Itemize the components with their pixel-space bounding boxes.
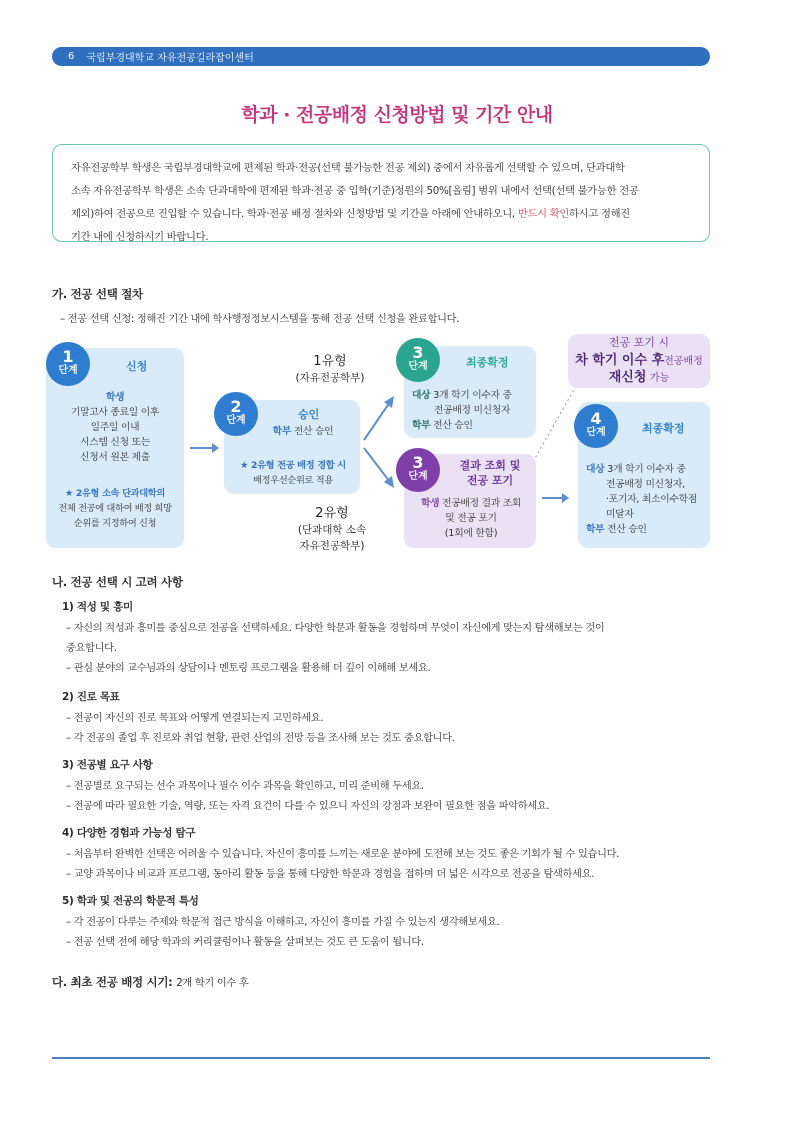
stage-unit: 단계: [58, 365, 78, 376]
stage4-line: 3개 학기 이수자 중: [607, 464, 686, 475]
consideration-title: 4) 다양한 경험과 가능성 탐구: [62, 827, 196, 839]
notice-line: 전공배정: [664, 356, 703, 367]
stage-number: 2: [230, 397, 242, 416]
intro-line: [71, 203, 691, 226]
consideration-line: – 각 전공이 다루는 주제와 학문적 접근 방식을 이해하고, 자신이 흥미를 가질 수 있는지 생각해보세요.: [66, 917, 500, 928]
section-c: [52, 974, 248, 990]
stage1-badge: [46, 342, 90, 386]
stage1-title: 신청: [126, 360, 148, 373]
stage1-line: 시스템 신청 또는: [80, 437, 150, 448]
section-a-desc: – 전공 선택 신청: 정해진 기간 내에 학사행정정보시스템을 통해 전공 선택 신청을 완료합니다.: [60, 314, 460, 325]
stage-unit: 단계: [586, 427, 606, 438]
stage3b-body: [406, 496, 536, 541]
stage2-badge: [214, 392, 258, 436]
consideration-line: – 전공에 따라 필요한 기술, 역량, 또는 자격 요건이 다를 수 있으니 자신의 강점과 보완이 필요한 점을 파악하세요.: [66, 801, 550, 812]
stage4-line: 전산 승인: [607, 524, 647, 535]
section-b-heading: 나. 전공 선택 시 고려 사항: [52, 575, 183, 589]
stage1-line: 신청서 원본 제출: [80, 452, 150, 463]
stage1-note-line: ★ 2유형 소속 단과대학의: [65, 488, 165, 499]
consideration-title: 5) 학과 및 전공의 학문적 특성: [62, 895, 199, 907]
arrow-right-icon: [542, 490, 570, 506]
type1-label: [280, 354, 380, 386]
intro-emphasis: 반드시 확인: [517, 208, 570, 220]
consideration-line: – 교양 과목이나 비교과 프로그램, 동아리 활동 등을 통해 다양한 학문과 경험을 접하며 더 넓은 시각으로 전공을 탐색하세요.: [66, 869, 595, 880]
stage4-line: 전공배정 미신청자,: [606, 479, 685, 490]
stage1-note: [48, 486, 182, 531]
stage3b-label: 학생: [420, 498, 440, 509]
stage3b-title-line: 전공 포기: [466, 474, 514, 487]
consideration-line: – 전공이 자신의 진로 목표와 어떻게 연결되는지 고민하세요.: [66, 713, 324, 724]
stage1-note-line: 순위를 지정하여 신청: [73, 518, 157, 529]
stage1-line: 기말고사 종료일 이후: [70, 407, 160, 418]
stage3a-label: 대상: [412, 390, 431, 401]
intro-text: 하시고 정해진: [569, 208, 630, 220]
consideration-line: – 각 전공의 졸업 후 진로와 취업 현황, 관련 산업의 전망 등을 조사해 보는 것도 중요합니다.: [66, 733, 455, 744]
stage3a-badge: [396, 338, 440, 382]
type1-sub: (자유전공학부): [295, 372, 365, 384]
arrow-right-icon: [190, 440, 220, 456]
stage4-line: ·포기자, 최소이수학점: [606, 494, 697, 505]
stage4-badge: [574, 404, 618, 448]
header-org: 국립부경대학교 자유전공길라잡이센터: [86, 53, 254, 64]
consideration-title: 2) 진로 목표: [62, 691, 120, 703]
stage3b-line: (1회에 한함): [444, 528, 498, 539]
dotted-connector: [530, 384, 580, 464]
notice-line: 전공 포기 시: [608, 336, 670, 349]
stage-unit: 단계: [408, 361, 428, 372]
notice-emphasis: 차 학기 이수 후: [575, 353, 665, 368]
stage3a-line: 3개 학기 이수자 중: [433, 390, 512, 401]
stage3b-badge: [396, 448, 440, 492]
stage1-line: 일주일 이내: [90, 422, 140, 433]
stage-number: 4: [590, 409, 602, 428]
notice-emphasis: 재신청: [608, 370, 647, 385]
consideration-line: – 전공 선택 전에 해당 학과의 커리큘럼이나 활동을 살펴보는 것도 큰 도움이 됩니다.: [66, 937, 424, 948]
stage2-note: [228, 458, 358, 488]
stage4-line: 미달자: [606, 509, 634, 520]
type2-sub: (단과대학 소속: [297, 524, 367, 536]
footer-divider: [52, 1057, 710, 1059]
notice-text: [568, 334, 710, 388]
type1-main: 1유형: [313, 354, 347, 369]
consideration-title: 3) 전공별 요구 사항: [62, 759, 153, 771]
page-header-bar: [52, 47, 710, 66]
stage3b-title: [452, 458, 528, 488]
section-a-heading: 가. 전공 선택 절차: [52, 287, 143, 301]
stage3b-line: 전공배정 결과 조회: [442, 498, 522, 509]
stage3a-line: 전공배정 미신청자: [434, 405, 511, 416]
stage-number: 3: [412, 343, 424, 362]
consideration-title: 1) 적성 및 흥미: [62, 601, 133, 613]
stage2-note-line: ★ 2유형 전공 배정 경합 시: [240, 460, 346, 471]
stage4-title: 최종확정: [642, 422, 685, 435]
stage2-label: 학부: [272, 426, 291, 437]
stage-unit: 단계: [408, 471, 428, 482]
intro-box: [52, 144, 710, 242]
consideration-line: – 전공별로 요구되는 선수 과목이나 필수 이수 과목을 확인하고, 미리 준비해 두세요.: [66, 781, 424, 792]
stage4-body: [582, 462, 710, 537]
stage3b-title-line: 결과 조회 및: [459, 459, 521, 472]
stage3a-label: 학부: [412, 420, 431, 431]
consideration-line: – 자신의 적성과 흥미를 중심으로 전공을 선택하세요. 다양한 학문과 활동을 경험하며 무엇이 자신에게 맞는지 탐색해보는 것이: [66, 623, 605, 634]
stage2-note-line: 배정우선순위로 적용: [253, 475, 333, 486]
stage-number: 3: [412, 453, 424, 472]
branch-arrows-icon: [360, 390, 400, 490]
stage3b-line: 및 전공 포기: [445, 513, 497, 524]
stage2-body: [258, 424, 348, 439]
stage2-text: 전산 승인: [293, 426, 334, 437]
stage1-label: 학생: [105, 392, 125, 403]
stage3a-body: [406, 388, 536, 433]
section-c-heading: 다. 최초 전공 배정 시기:: [52, 975, 173, 989]
stage-unit: 단계: [226, 415, 246, 426]
stage3a-title: 최종확정: [466, 356, 509, 369]
consideration-line: 중요합니다.: [66, 643, 117, 654]
intro-line: 기간 내에 신청하시기 바랍니다.: [71, 231, 209, 243]
stage3a-line: 전산 승인: [433, 420, 473, 431]
intro-text: 제외)하여 전공으로 진입할 수 있습니다. 학과·전공 배정 절차와 신청방법 및 기간을 아래에 안내하오니,: [71, 208, 518, 220]
stage4-label: 학부: [586, 524, 605, 535]
stage-number: 1: [62, 347, 74, 366]
type2-label: [280, 506, 384, 554]
intro-line: 소속 자유전공학부 학생은 소속 단과대학에 편제된 학과·전공 중 입학(기준)정원의 50%[올림] 범위 내에서 선택(선택 불가능한 전공: [71, 185, 639, 197]
stage4-label: 대상: [586, 464, 605, 475]
notice-line: 가능: [649, 373, 670, 384]
stage1-body: [50, 390, 180, 465]
page-title: 학과 · 전공배정 신청방법 및 기간 안내: [241, 104, 553, 126]
consideration-line: – 처음부터 완벽한 선택은 어려울 수 있습니다. 자신이 흥미를 느끼는 새로운 분야에 도전해 보는 것도 좋은 기회가 될 수 있습니다.: [66, 849, 620, 860]
stage2-title: 승인: [298, 408, 320, 421]
page-number: 6: [68, 51, 75, 62]
stage1-note-line: 전체 전공에 대하여 배정 희망: [58, 503, 172, 514]
type2-sub: 자유전공학부): [299, 540, 365, 552]
intro-line: 자유전공학부 학생은 국립부경대학교에 편제된 학과·전공(선택 불가능한 전공 제외) 중에서 자유롭게 선택할 수 있으며, 단과대학: [71, 162, 625, 174]
section-c-value: 2개 학기 이수 후: [176, 978, 249, 989]
consideration-line: – 관심 분야의 교수님과의 상담이나 멘토링 프로그램을 활용해 더 깊이 이해해 보세요.: [66, 663, 431, 674]
type2-main: 2유형: [315, 506, 349, 521]
